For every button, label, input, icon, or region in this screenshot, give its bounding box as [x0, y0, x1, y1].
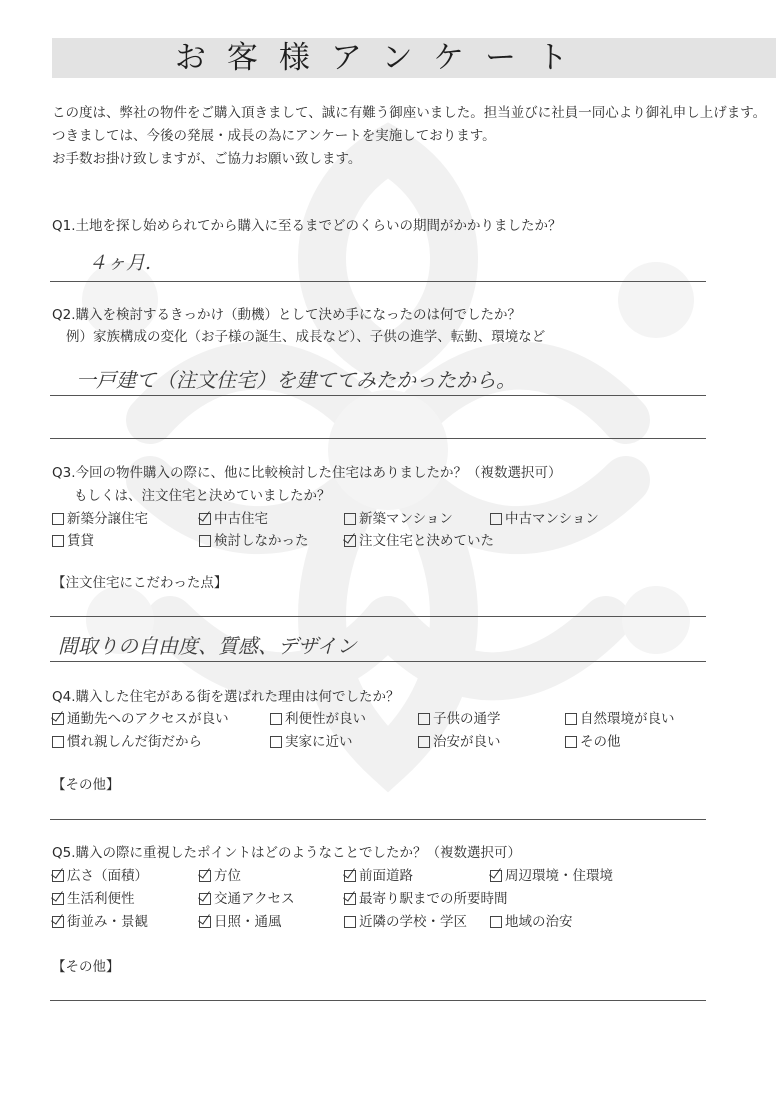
checkbox-checked[interactable]	[344, 893, 356, 905]
q4-question: Q4.購入した住宅がある街を選ばれた理由は何でしたか？	[52, 689, 400, 705]
checkbox[interactable]	[52, 535, 64, 547]
checkbox[interactable]	[490, 513, 502, 525]
checkbox[interactable]	[490, 916, 502, 928]
intro-line-2: つきましては、今後の発展・成長の為にアンケートを実施しております。	[52, 128, 496, 144]
checkbox[interactable]	[565, 713, 577, 725]
q4-option-commute[interactable]: 通勤先へのアクセスが良い	[52, 710, 229, 728]
q5-question: Q5.購入の際に重視したポイントはどのようなことでしたか？（複数選択可）	[52, 845, 522, 861]
q4-other-line	[50, 819, 706, 820]
q4-option-near-family[interactable]: 実家に近い	[270, 733, 353, 751]
q3-option-no-comparison[interactable]: 検討しなかった	[199, 532, 309, 550]
checkbox-checked[interactable]	[52, 713, 64, 725]
q4-option-safety[interactable]: 治安が良い	[418, 733, 501, 751]
checkbox[interactable]	[52, 736, 64, 748]
q2-example: 例）家族構成の変化（お子様の誕生、成長など）、子供の進学、転勤、環境など	[66, 329, 546, 345]
q5-option-transport[interactable]: 交通アクセス	[199, 890, 295, 908]
checkbox-checked[interactable]	[199, 893, 211, 905]
q3-option-new-condo[interactable]: 新築マンション	[344, 510, 453, 528]
q5-option-sunlight[interactable]: 日照・通風	[199, 913, 282, 931]
checkbox[interactable]	[344, 916, 356, 928]
checkbox-checked[interactable]	[344, 870, 356, 882]
q4-other-heading: 【その他】	[52, 777, 120, 793]
q1-question: Q1.土地を探し始められてから購入に至るまでどのくらいの期間がかかりましたか？	[52, 218, 562, 234]
q3-question: Q3.今回の物件購入の際に、他に比較検討した住宅はありましたか？（複数選択可）	[52, 465, 562, 481]
q5-option-convenience[interactable]: 生活利便性	[52, 890, 135, 908]
checkbox[interactable]	[344, 513, 356, 525]
checkbox-checked[interactable]	[490, 870, 502, 882]
q3-option-new-house[interactable]: 新築分譲住宅	[52, 510, 148, 528]
q3-answer: 間取りの自由度、質感、デザイン	[58, 634, 357, 658]
q5-other-line	[50, 1000, 706, 1001]
q4-option-school[interactable]: 子供の通学	[418, 710, 501, 728]
q3-option-custom-house[interactable]: 注文住宅と決めていた	[344, 532, 494, 550]
q3-option-used-condo[interactable]: 中古マンション	[490, 510, 599, 528]
q1-answer-line	[50, 281, 706, 282]
q2-answer-line-2	[50, 438, 706, 439]
q5-option-station-time[interactable]: 最寄り駅までの所要時間	[344, 890, 508, 908]
q5-option-area-safety[interactable]: 地域の治安	[490, 913, 573, 931]
checkbox[interactable]	[52, 513, 64, 525]
q5-option-townscape[interactable]: 街並み・景観	[52, 913, 148, 931]
q1-answer: ４ヶ月.	[88, 252, 152, 274]
checkbox[interactable]	[270, 713, 282, 725]
q5-option-front-road[interactable]: 前面道路	[344, 867, 413, 885]
q3-answer-line-1	[50, 616, 706, 617]
q3-option-rental[interactable]: 賃貸	[52, 532, 94, 550]
checkbox[interactable]	[418, 713, 430, 725]
q5-option-surroundings[interactable]: 周辺環境・住環境	[490, 867, 613, 885]
q2-answer: 一戸建て（注文住宅）を建ててみたかったから。	[76, 368, 516, 392]
q5-option-size[interactable]: 広さ（面積）	[52, 867, 148, 885]
q4-option-familiar[interactable]: 慣れ親しんだ街だから	[52, 733, 202, 751]
intro-line-1: この度は、弊社の物件をご購入頂きまして、誠に有難う御座いました。担当並びに社員一同心より御礼申し上げます。	[52, 105, 767, 121]
q3-answer-line-2	[50, 661, 706, 662]
q3-question-2: もしくは、注文住宅と決めていましたか？	[74, 488, 331, 504]
checkbox-checked[interactable]	[52, 916, 64, 928]
q4-option-nature[interactable]: 自然環境が良い	[565, 710, 675, 728]
checkbox-checked[interactable]	[199, 870, 211, 882]
q2-question: Q2.購入を検討するきっかけ（動機）として決め手になったのは何でしたか？	[52, 307, 522, 323]
checkbox[interactable]	[418, 736, 430, 748]
checkbox[interactable]	[270, 736, 282, 748]
page-title: お客様アンケート	[174, 40, 590, 76]
checkbox-checked[interactable]	[199, 916, 211, 928]
checkbox-checked[interactable]	[344, 535, 356, 547]
q5-option-direction[interactable]: 方位	[199, 867, 241, 885]
q4-option-other[interactable]: その他	[565, 733, 621, 751]
intro-line-3: お手数お掛け致しますが、ご協力お願い致します。	[52, 151, 362, 167]
checkbox-checked[interactable]	[52, 870, 64, 882]
checkbox-checked[interactable]	[52, 893, 64, 905]
q2-answer-line-1	[50, 395, 706, 396]
q5-option-school-district[interactable]: 近隣の学校・学区	[344, 913, 467, 931]
checkbox[interactable]	[565, 736, 577, 748]
q3-sub-heading: 【注文住宅にこだわった点】	[52, 575, 228, 591]
q3-option-used-house[interactable]: 中古住宅	[199, 510, 268, 528]
q5-other-heading: 【その他】	[52, 959, 120, 975]
q4-option-convenience[interactable]: 利便性が良い	[270, 710, 366, 728]
checkbox-checked[interactable]	[199, 513, 211, 525]
checkbox[interactable]	[199, 535, 211, 547]
